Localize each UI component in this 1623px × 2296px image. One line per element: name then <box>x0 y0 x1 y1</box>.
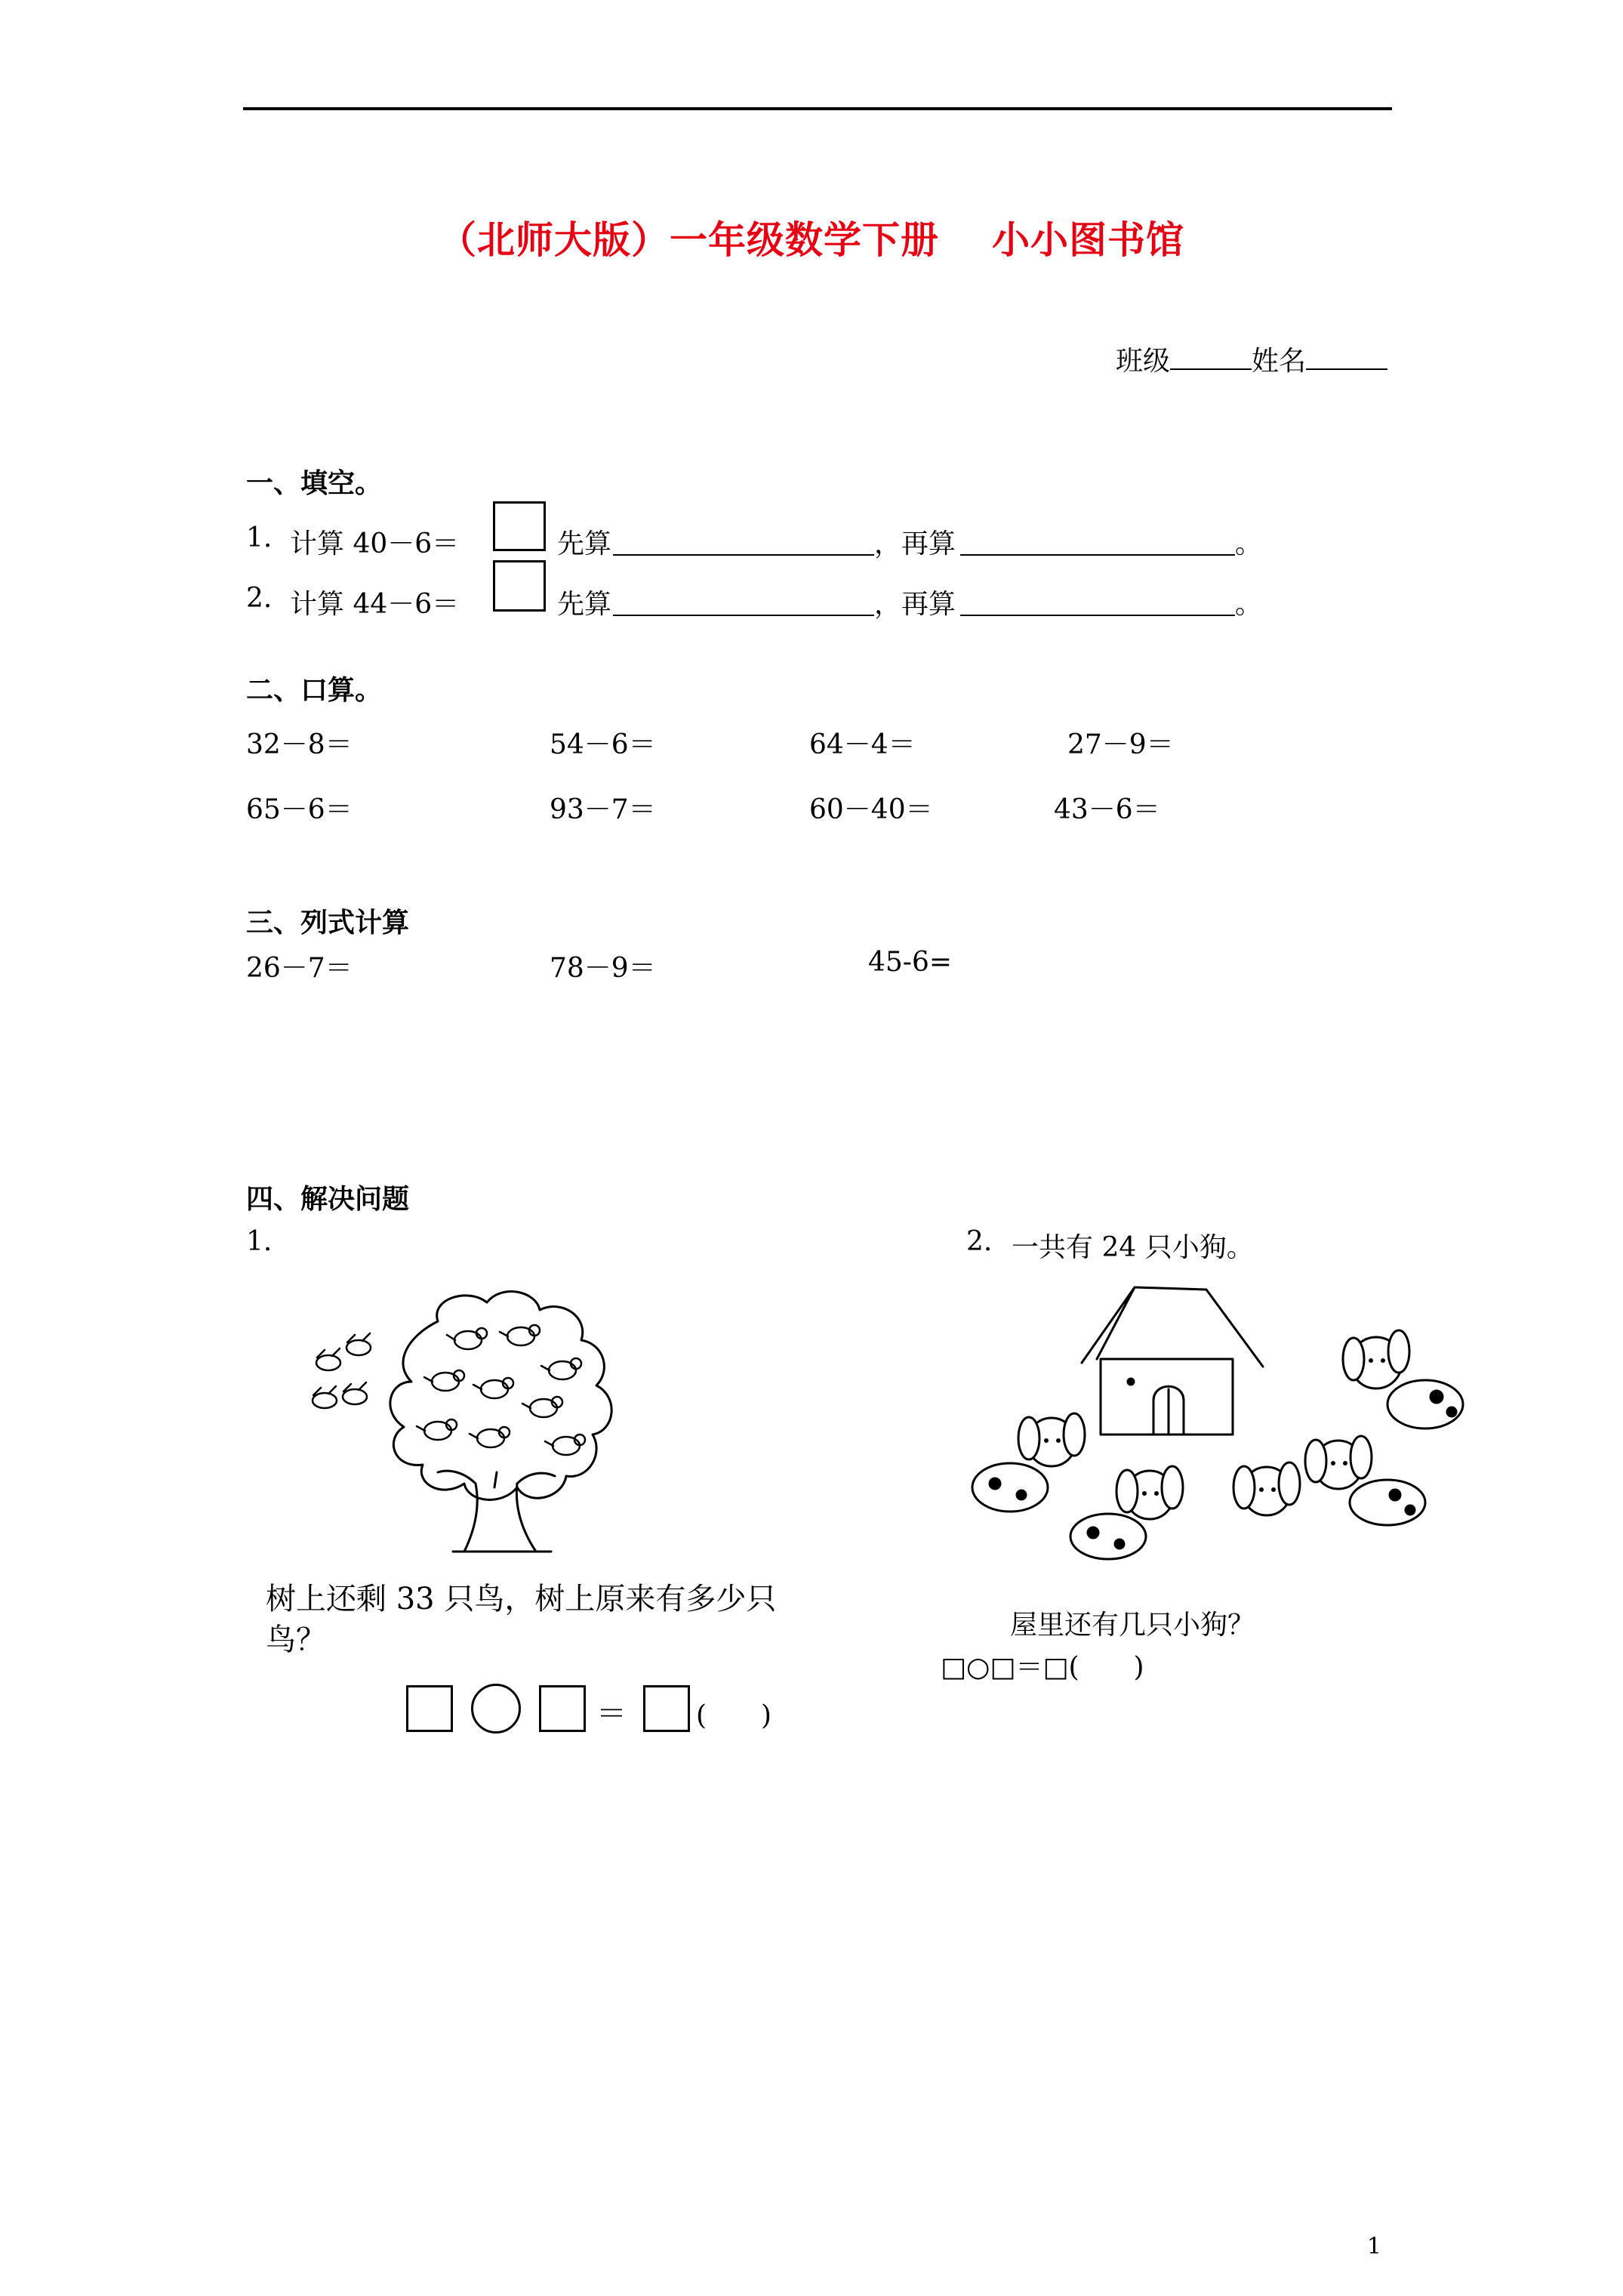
s4-p1-box2[interactable] <box>539 1685 586 1732</box>
s4-p2-num: 2. <box>966 1226 993 1257</box>
class-label: 班级 <box>1115 346 1170 377</box>
s1-item1-first-blank[interactable] <box>613 554 874 556</box>
section1-heading: 一、填空。 <box>246 467 383 499</box>
class-name-line <box>1116 340 1387 378</box>
s2-r1-c2: 54－6＝ <box>550 729 656 760</box>
s1-item1-then-label: ，再算 <box>874 529 956 559</box>
header-rule <box>243 107 1392 110</box>
s4-p1-num: 1. <box>246 1226 273 1257</box>
section3-heading: 三、列式计算 <box>246 907 410 938</box>
s3-item3: 45-6= <box>868 947 953 978</box>
s4-p2-question: 屋里还有几只小狗？ <box>1010 1610 1255 1641</box>
s3-item2: 78－9＝ <box>550 953 656 984</box>
s4-p1-box3[interactable] <box>643 1685 690 1732</box>
s1-item2-then-label: ，再算 <box>874 589 956 620</box>
dogs-and-doghouse-illustration <box>965 1276 1493 1578</box>
s1-item2-num: 2. <box>246 583 273 614</box>
s2-r2-c1: 65－6＝ <box>246 794 353 825</box>
title-part1: （北师大版）一年级数学下册 <box>439 217 939 262</box>
s1-item1-then-blank[interactable] <box>960 554 1235 556</box>
s2-r1-c3: 64－4＝ <box>809 729 916 760</box>
section2-heading: 二、口算。 <box>246 674 383 706</box>
s4-p1-paren: ( ) <box>696 1700 772 1731</box>
class-blank[interactable] <box>1170 368 1252 370</box>
s4-p1-operator-circle[interactable] <box>471 1684 521 1734</box>
page-number: 1 <box>1366 2233 1381 2260</box>
s1-item1-num: 1. <box>246 522 273 553</box>
section4-heading: 四、解决问题 <box>246 1183 410 1215</box>
name-label: 姓名 <box>1251 346 1306 377</box>
s2-r1-c4: 27－9＝ <box>1067 729 1174 760</box>
s2-r2-c3: 60－40＝ <box>809 794 933 825</box>
s4-p2-formula: □○□＝□( ) <box>941 1652 1144 1683</box>
s4-p1-equals: ＝ <box>596 1697 627 1731</box>
s2-r1-c1: 32－8＝ <box>246 729 353 760</box>
s4-p1-box1[interactable] <box>406 1685 453 1732</box>
title-part2: 小小图书馆 <box>992 217 1184 262</box>
s2-r2-c2: 93－7＝ <box>550 794 656 825</box>
s2-r2-c4: 43－6＝ <box>1054 794 1160 825</box>
s1-item1-expr: 计算 40－6＝ <box>290 529 460 559</box>
s1-item1-end: 。 <box>1235 529 1263 559</box>
s4-p2-intro: 一共有 24 只小狗。 <box>1012 1232 1254 1263</box>
s1-item2-then-blank[interactable] <box>960 615 1235 616</box>
s4-p1-question-line2: 鸟？ <box>266 1623 326 1657</box>
s1-item2-expr: 计算 44－6＝ <box>290 589 460 620</box>
s3-item1: 26－7＝ <box>246 953 353 984</box>
tree-with-birds-illustration <box>302 1284 649 1563</box>
s1-item2-answer-box[interactable] <box>493 560 546 612</box>
s1-item2-first-blank[interactable] <box>613 615 874 616</box>
page-title <box>0 210 1623 264</box>
s1-item1-first-label: 先算 <box>557 529 612 559</box>
s1-item2-end: 。 <box>1235 589 1263 620</box>
s4-p1-question-line1: 树上还剩 33 只鸟，树上原来有多少只 <box>266 1582 777 1616</box>
s1-item2-first-label: 先算 <box>557 589 612 620</box>
name-blank[interactable] <box>1306 368 1387 370</box>
s1-item1-answer-box[interactable] <box>493 501 546 551</box>
